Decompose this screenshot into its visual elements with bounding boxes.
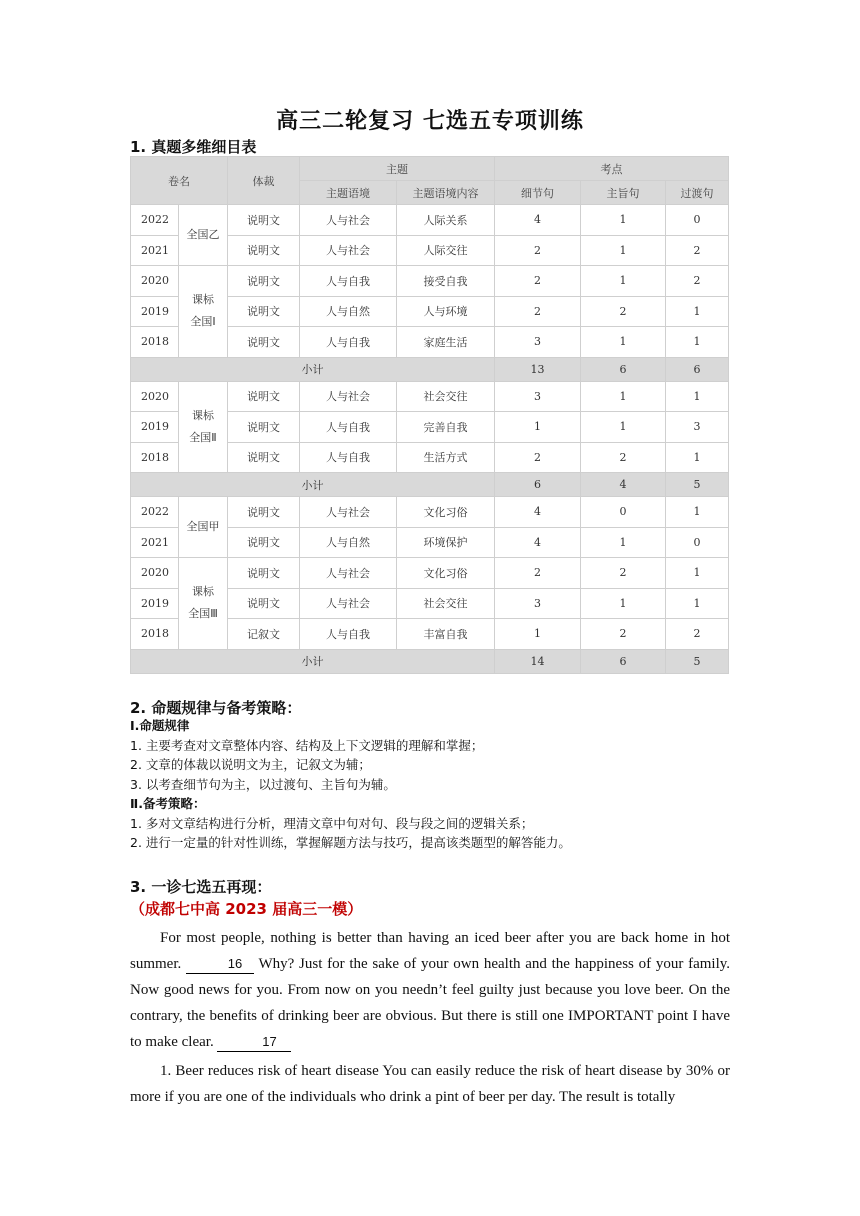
main-idea-count-cell: 2 (581, 558, 666, 589)
detail-count-cell: 4 (495, 205, 581, 236)
detail-count-cell: 4 (495, 497, 581, 528)
year-cell: 2019 (131, 412, 179, 443)
transition-count-cell: 0 (666, 205, 729, 236)
exam-name-cell: 课标 全国Ⅲ (179, 558, 228, 650)
year-cell: 2018 (131, 619, 179, 650)
detail-count-cell: 2 (495, 235, 581, 266)
content-cell: 丰富自我 (397, 619, 495, 650)
transition-count-cell: 1 (666, 296, 729, 327)
transition-count-cell: 2 (666, 619, 729, 650)
context-cell: 人与自我 (300, 619, 397, 650)
year-cell: 2019 (131, 588, 179, 619)
transition-count-cell: 1 (666, 442, 729, 473)
section-2-heading: 2. 命题规律与备考策略： (130, 699, 302, 717)
content-cell: 社会交往 (397, 588, 495, 619)
context-cell: 人与社会 (300, 558, 397, 589)
detail-count-cell: 3 (495, 327, 581, 358)
content-cell: 人与环境 (397, 296, 495, 327)
context-cell: 人与社会 (300, 205, 397, 236)
detail-count-cell: 4 (495, 527, 581, 558)
transition-count-cell: 1 (666, 558, 729, 589)
year-cell: 2018 (131, 327, 179, 358)
section-1-heading: 1. 真题多维细目表 (130, 138, 257, 156)
genre-cell: 说明文 (228, 205, 300, 236)
table-row (131, 266, 729, 297)
main-idea-count-cell: 1 (581, 527, 666, 558)
rules-subheading: Ⅰ.命题规律 (130, 718, 190, 733)
content-cell: 文化习俗 (397, 558, 495, 589)
content-cell: 环境保护 (397, 527, 495, 558)
header-zhuzhi: 主旨句 (581, 181, 666, 205)
passage-text: For most people, nothing is better than having an iced beer after you are back home in hot summer. (130, 930, 730, 972)
genre-cell: 记叙文 (228, 619, 300, 650)
transition-count-cell: 1 (666, 588, 729, 619)
subtotal-row (131, 649, 729, 673)
detail-count-cell: 1 (495, 619, 581, 650)
year-cell: 2020 (131, 381, 179, 412)
strategy-item: 2. 进行一定量的针对性训练，掌握解题方法与技巧，提高该类题型的解答能力。 (130, 835, 571, 850)
content-cell: 人际关系 (397, 205, 495, 236)
main-idea-count-cell: 1 (581, 205, 666, 236)
content-cell: 社会交往 (397, 381, 495, 412)
genre-cell: 说明文 (228, 442, 300, 473)
subtotal-row (131, 473, 729, 497)
exam-name-cell: 全国甲 (179, 497, 228, 558)
table-row (131, 205, 729, 236)
subtotal-transition: 5 (666, 473, 729, 497)
context-cell: 人与社会 (300, 497, 397, 528)
content-cell: 家庭生活 (397, 327, 495, 358)
transition-count-cell: 1 (666, 327, 729, 358)
year-cell: 2022 (131, 497, 179, 528)
detail-count-cell: 2 (495, 558, 581, 589)
blank-17[interactable]: 17 (217, 1033, 291, 1052)
transition-count-cell: 0 (666, 527, 729, 558)
subtotal-main-idea: 6 (581, 649, 666, 673)
exam-detail-table (130, 156, 729, 674)
year-cell: 2019 (131, 296, 179, 327)
year-cell: 2018 (131, 442, 179, 473)
strategy-item: 1. 多对文章结构进行分析，理清文章中句对句、段与段之间的逻辑关系； (130, 815, 534, 831)
year-cell: 2022 (131, 205, 179, 236)
context-cell: 人与自然 (300, 527, 397, 558)
table-row (131, 381, 729, 412)
header-xijie: 细节句 (495, 181, 581, 205)
source-note: （成都七中高 2023 届高三一模） (130, 900, 363, 918)
content-cell: 完善自我 (397, 412, 495, 443)
main-idea-count-cell: 0 (581, 497, 666, 528)
main-idea-count-cell: 1 (581, 588, 666, 619)
transition-count-cell: 2 (666, 266, 729, 297)
main-idea-count-cell: 2 (581, 619, 666, 650)
context-cell: 人与社会 (300, 588, 397, 619)
exam-name-cell: 全国乙 (179, 205, 228, 266)
page-title: 高三二轮复习 七选五专项训练 (276, 109, 584, 134)
subtotal-transition: 6 (666, 357, 729, 381)
header-neirong: 主题语境内容 (397, 181, 495, 205)
genre-cell: 说明文 (228, 527, 300, 558)
detail-count-cell: 3 (495, 588, 581, 619)
main-idea-count-cell: 1 (581, 235, 666, 266)
blank-16[interactable]: 16 (186, 955, 254, 974)
passage-text: Why? Just for the sake of your own health and the happiness of your family. Now good news for you. From now on you needn’t feel guilty just because you love beer. On the contrary, the benefits of drinking beer are obvious. But there is still one IMPORTANT point I have to make clear. (130, 956, 731, 1050)
section-2-body (130, 716, 571, 853)
genre-cell: 说明文 (228, 381, 300, 412)
passage-paragraph-2: 1. Beer reduces risk of heart disease You can easily reduce the risk of heart disease by 30% or more if you are one of the individuals who drink a pint of beer per day. The result is totally (130, 1063, 730, 1105)
main-idea-count-cell: 1 (581, 381, 666, 412)
context-cell: 人与自我 (300, 266, 397, 297)
transition-count-cell: 1 (666, 381, 729, 412)
detail-count-cell: 2 (495, 296, 581, 327)
header-guodu: 过渡句 (666, 181, 729, 205)
content-cell: 文化习俗 (397, 497, 495, 528)
subtotal-row (131, 357, 729, 381)
rule-item: 2. 文章的体裁以说明文为主，记叙文为辅； (130, 757, 371, 772)
context-cell: 人与社会 (300, 381, 397, 412)
detail-count-cell: 3 (495, 381, 581, 412)
header-ticai: 体裁 (228, 157, 300, 205)
context-cell: 人与社会 (300, 235, 397, 266)
passage-paragraph-1 (130, 925, 730, 1055)
genre-cell: 说明文 (228, 235, 300, 266)
year-cell: 2021 (131, 235, 179, 266)
subtotal-detail: 14 (495, 649, 581, 673)
transition-count-cell: 3 (666, 412, 729, 443)
genre-cell: 说明文 (228, 558, 300, 589)
subtotal-detail: 6 (495, 473, 581, 497)
subtotal-label: 小计 (131, 357, 495, 381)
genre-cell: 说明文 (228, 296, 300, 327)
subtotal-main-idea: 6 (581, 357, 666, 381)
context-cell: 人与自然 (300, 296, 397, 327)
detail-count-cell: 1 (495, 412, 581, 443)
subtotal-main-idea: 4 (581, 473, 666, 497)
context-cell: 人与自我 (300, 327, 397, 358)
subtotal-label: 小计 (131, 649, 495, 673)
main-idea-count-cell: 2 (581, 296, 666, 327)
rule-item: 1. 主要考查对文章整体内容、结构及上下文逻辑的理解和掌握； (130, 737, 484, 753)
content-cell: 接受自我 (397, 266, 495, 297)
main-idea-count-cell: 1 (581, 266, 666, 297)
header-zhuti: 主题 (300, 157, 495, 181)
transition-count-cell: 1 (666, 497, 729, 528)
content-cell: 人际交往 (397, 235, 495, 266)
genre-cell: 说明文 (228, 497, 300, 528)
content-cell: 生活方式 (397, 442, 495, 473)
header-yujing: 主题语境 (300, 181, 397, 205)
year-cell: 2020 (131, 266, 179, 297)
subtotal-transition: 5 (666, 649, 729, 673)
table-row (131, 497, 729, 528)
main-idea-count-cell: 1 (581, 412, 666, 443)
transition-count-cell: 2 (666, 235, 729, 266)
header-kaodian: 考点 (495, 157, 729, 181)
table-row (131, 558, 729, 589)
subtotal-label: 小计 (131, 473, 495, 497)
genre-cell: 说明文 (228, 266, 300, 297)
genre-cell: 说明文 (228, 412, 300, 443)
genre-cell: 说明文 (228, 327, 300, 358)
main-idea-count-cell: 1 (581, 327, 666, 358)
section-3-heading: 3. 一诊七选五再现： (130, 878, 272, 896)
year-cell: 2021 (131, 527, 179, 558)
genre-cell: 说明文 (228, 588, 300, 619)
main-idea-count-cell: 2 (581, 442, 666, 473)
exam-name-cell: 课标 全国Ⅱ (179, 381, 228, 473)
header-juanming: 卷名 (131, 157, 228, 205)
detail-count-cell: 2 (495, 442, 581, 473)
strategies-subheading: Ⅱ.备考策略： (130, 796, 206, 811)
rule-item: 3. 以考查细节句为主，以过渡句、主旨句为辅。 (130, 776, 396, 792)
detail-count-cell: 2 (495, 266, 581, 297)
context-cell: 人与自我 (300, 442, 397, 473)
year-cell: 2020 (131, 558, 179, 589)
context-cell: 人与自我 (300, 412, 397, 443)
exam-name-cell: 课标 全国Ⅰ (179, 266, 228, 358)
subtotal-detail: 13 (495, 357, 581, 381)
